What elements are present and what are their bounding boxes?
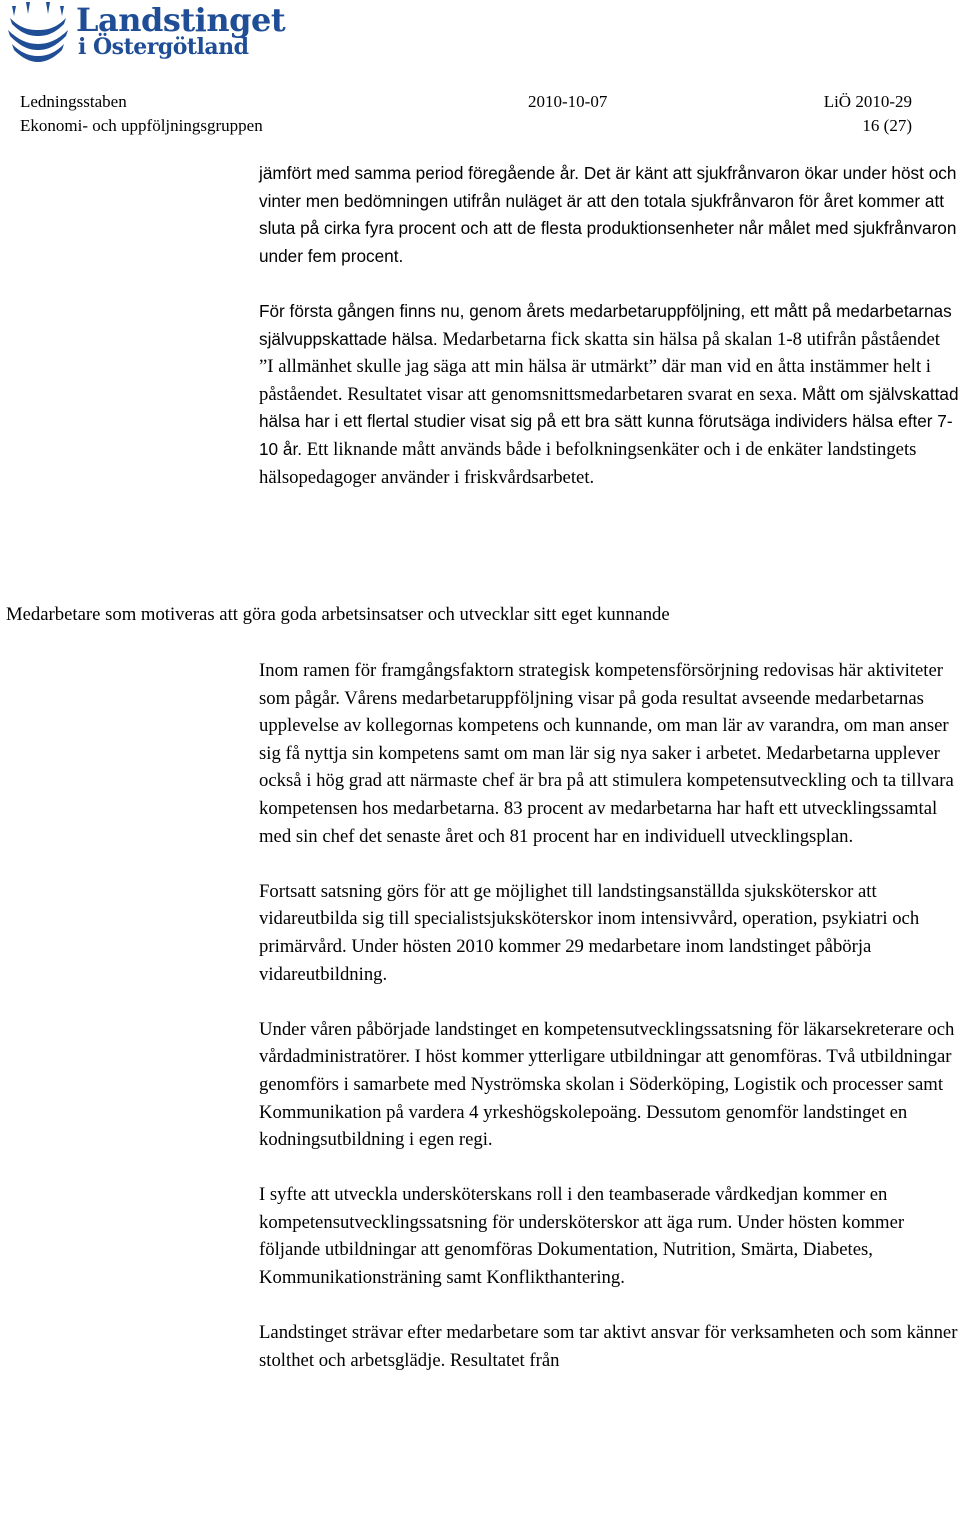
paragraph-self-rated-health: [259, 298, 959, 491]
header-group: Ekonomi- och uppföljningsgruppen: [20, 116, 263, 135]
paragraph-competence-3: Under våren påbörjade landstinget en kompetensutvecklingssatsning för läkarsekreterare och vårdadministratörer. I höst kommer ytterligare utbildningar att genomföras. Två utbildningar genomförs i samarbete med Nyströmska skolan i Söderköping, Logistik och processer samt Kommunikation på vardera 4 yrkeshögskolepoäng. Dessutom genomför landstinget en kodningsutbildning i egen regi.: [259, 1018, 955, 1151]
self-rated-health-scale: Medarbetarna fick skatta sin hälsa på skalan 1-8 utifrån påståendet ”I allmänhet skulle jag säga att min hälsa är utmärkt” där man vid en åtta instämmer helt i påståendet. Resultatet visar att genomsnittsmedarbetaren svarat en sexa.: [259, 328, 940, 405]
logo-line1: Landstinget: [76, 1, 286, 39]
paragraph-competence-5: Landstinget strävar efter medarbetare som tar aktivt ansvar för verksamheten och som känner stolthet och arbetsglädje. Resultatet från: [259, 1322, 958, 1371]
crown-emblem-icon: [6, 2, 70, 64]
section-sick-leave: [259, 160, 959, 491]
section-heading: Medarbetare som motiveras att göra goda arbetsinsatser och utvecklar sitt eget kunnande: [6, 604, 670, 625]
header-department: Ledningsstaben: [20, 92, 127, 111]
paragraph-competence-1: Inom ramen för framgångsfaktorn strategisk kompetensförsörjning redovisas här aktiviteter som pågår. Vårens medarbetaruppföljning visar på goda resultat avseende medarbetarnas upplevelse av kollegornas kompetens och kunnande, om man lär av varandra, om man anser sig få nyttja sin kompetens samt om man lär sig nya saker i arbetet. Medarbetarna upplever också i hög grad att närmaste chef är bra på att stimulera kompetensutveckling och ta tillvara kompetensen hos medarbetarna. 83 procent av medarbetarna har haft ett utvecklingssamtal med sin chef det senaste året och 81 procent har en individuell utvecklingsplan.: [259, 660, 954, 847]
paragraph-competence-4: I syfte att utveckla undersköterskans roll i den teambaserade vårdkedjan kommer en kompetensutvecklingssatsning för undersköterskor att äga rum. Under hösten kommer följande utbildningar att genomföras Dokumentation, Nutrition, Smärta, Diabetes, Kommunikationsträning samt Konflikthantering.: [259, 1184, 905, 1289]
landstinget-logo: [6, 2, 285, 64]
section-competence: [259, 657, 959, 1402]
paragraph-competence-2: Fortsatt satsning görs för att ge möjlighet till landstingsanställda sjuksköterskor att vidareutbilda sig till specialistsjuksköterskor inom intensivvård, operation, psykiatri och primärvård. Under hösten 2010 kommer 29 medarbetare inom landstinget påbörja vidareutbildning.: [259, 880, 920, 985]
header-reference: LiÖ 2010-29: [823, 92, 912, 111]
logo-line2: i Östergötland: [78, 34, 249, 60]
header-page-number: 16 (27): [862, 116, 912, 135]
self-rated-health-intro: För första gången finns nu, genom årets medarbetaruppföljning, ett mått på medarbetarnas självuppskattade hälsa.: [259, 300, 952, 349]
paragraph-sick-leave: jämfört med samma period föregående år. Det är känt att sjukfrånvaron ökar under höst och vinter men bedömningen utifrån nuläget är att den totala sjukfrånvaron för året kommer att sluta på cirka fyra procent och att de flesta produktionsenheter når målet med sjukfrånvaron under fem procent.: [259, 163, 957, 266]
header-date: 2010-10-07: [528, 92, 608, 111]
self-rated-health-usage: Ett liknande mått används både i befolkningsenkäter och i de enkäter landstingets hälsopedagoger använder i friskvårdsarbetet.: [259, 438, 917, 488]
self-rated-health-studies: Mått om självskattad hälsa har i ett flertal studier visat sig på ett bra sätt kunna förutsäga individers hälsa efter 7-10 år.: [259, 383, 959, 459]
